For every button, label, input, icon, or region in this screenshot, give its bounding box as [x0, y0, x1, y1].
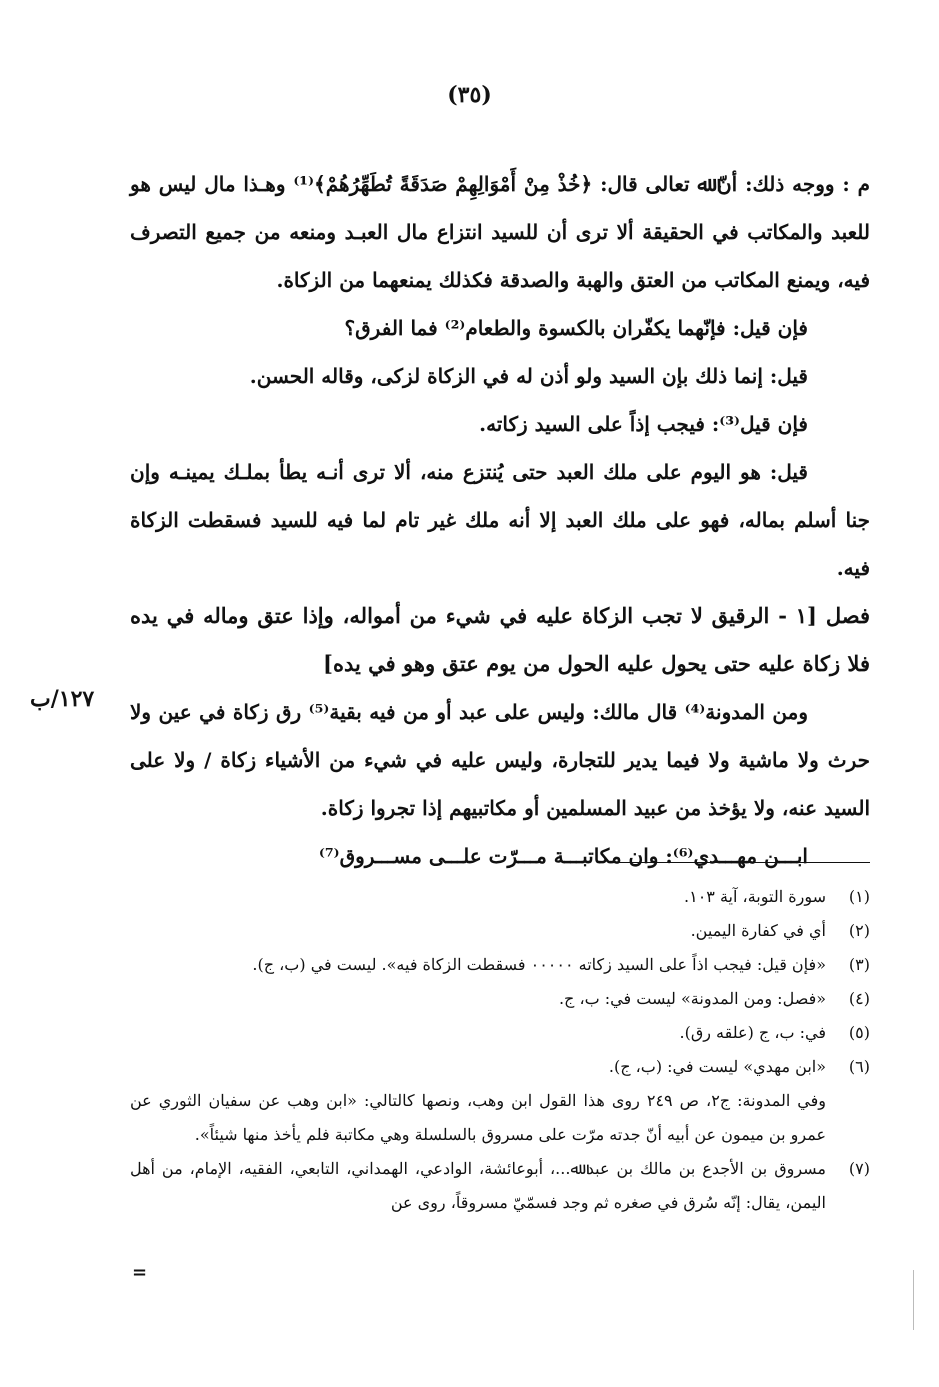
footnote-number: (١)	[848, 887, 870, 906]
footnote-item	[130, 914, 870, 948]
section-heading: فصل [١ - الرقيق لا تجب الزكاة عليه في شيء من أمواله، وإذا عتق وماله في يده فلا زكاة عليه حتى يحول عليه الحول من يوم عتق وهو في يده]	[130, 603, 870, 676]
footnote-continuation: وفي المدونة: ج٢، ص ٢٤٩ روى هذا القول ابن وهب، ونصها كالتالي: «ابن وهب عن سفيان الثوري عن عمرو بن ميمون عن أبيه أنّ جدته مرّت على مسروق بالسلسلة وهي مكاتبة فلم يأخذ منها شيئاً».	[130, 1091, 827, 1144]
footnote-item	[130, 982, 870, 1016]
footnote-item	[130, 880, 870, 914]
page-number: (٣٥)	[447, 82, 492, 108]
paragraph-5: قيل: هو اليوم على ملك العبد حتى يُنتزع منه، ألا ترى أنـه يطأ بملـك يمينـه وإن جنا أسلم بماله، فهو على ملك العبد إلا أنه ملك غير تام لما فيه للسيد فسقطت الزكاة فيه.	[130, 460, 870, 580]
footnote-number: (٢)	[848, 921, 870, 940]
footnote-text: أي في كفارة اليمين.	[690, 921, 826, 940]
footnotes	[130, 880, 870, 1220]
footnote-item	[130, 948, 870, 982]
footnote-item	[130, 1050, 870, 1084]
footnote-separator	[614, 862, 870, 863]
footnote-number: (٦)	[848, 1057, 870, 1076]
footnote-text: «فإن قيل: فيجب اذاً على السيد زكاته ٠٠٠٠٠ فسقطت الزكاة فيه». ليست في (ب، ج).	[252, 955, 826, 974]
paragraph-7: ابـــن مهـــدي⁽⁶⁾: وان مكاتبـــة مـــرّت علـــى مســـروق⁽⁷⁾	[318, 844, 808, 868]
footnote-text: «ابن مهدي» ليست في: (ب، ج).	[608, 1057, 826, 1076]
paragraph-1: م : ووجه ذلك: أنّ ﷲ تعالى قال: ﴿خُذْ مِنْ أَمْوَالِهِمْ صَدَقَةً تُطَهِّرُهُمْ﴾⁽¹⁾ وهـذا مال ليس هو للعبد والمكاتب في الحقيقة ألا ترى أن للسيد انتزاع مال العبـد ومنعه من جميع التصرف فيه، ويمنع المكاتب من العتق والهبة والصدقة فكذلك يمنعهما من الزكاة.	[130, 172, 870, 292]
footnote-text: سورة التوبة، آية ١٠٣.	[684, 887, 826, 906]
folio-reference: ١٢٧/ب	[30, 686, 95, 712]
footnote-text: مسروق بن الأجدع بن مالك بن عبد ﷲ...، أبوعائشة، الوادعي، الهمداني، التابعي، الفقيه، الإمام، من أهل اليمن، يقال: إنّه سُرق في صغره ثم وجد فسمّيّ مسروقاً، روى عن	[130, 1159, 827, 1212]
footnote-number: (٣)	[848, 955, 870, 974]
paragraph-3: قيل: إنما ذلك بإن السيد ولو أذن له في الزكاة لزكى، وقاله الحسن.	[249, 364, 808, 388]
paragraph-4: فإن قيل⁽³⁾: فيجب إذاً على السيد زكاته.	[479, 412, 808, 436]
scan-edge-mark	[913, 1270, 914, 1330]
footnote-item	[130, 1016, 870, 1050]
footnote-number: (٤)	[848, 989, 870, 1008]
paragraph-6: ومن المدونة⁽⁴⁾ قال مالك: وليس على عبد أو من فيه بقية⁽⁵⁾ رق زكاة في عين ولا حرث ولا ماشية ولا فيما يدير للتجارة، وليس عليه في شيء من الأشياء زكاة / ولا على السيد عنه، ولا يؤخذ من عبيد المسلمين أو مكاتبيهم إذا تجروا زكاة.	[130, 700, 870, 820]
footnote-text: «فصل: ومن المدونة» ليست في: ب، ج.	[558, 989, 826, 1008]
footnote-item	[130, 1152, 870, 1220]
footnote-text: في: ب، ج (علقه رق).	[679, 1023, 826, 1042]
continuation-mark: =	[132, 1262, 148, 1283]
footnote-number: (٥)	[848, 1023, 870, 1042]
main-text	[130, 160, 870, 880]
footnote-number: (٧)	[848, 1159, 870, 1178]
paragraph-2: فإن قيل: فإنّهما يكفّران بالكسوة والطعام⁽²⁾ فما الفرق؟	[344, 316, 808, 340]
